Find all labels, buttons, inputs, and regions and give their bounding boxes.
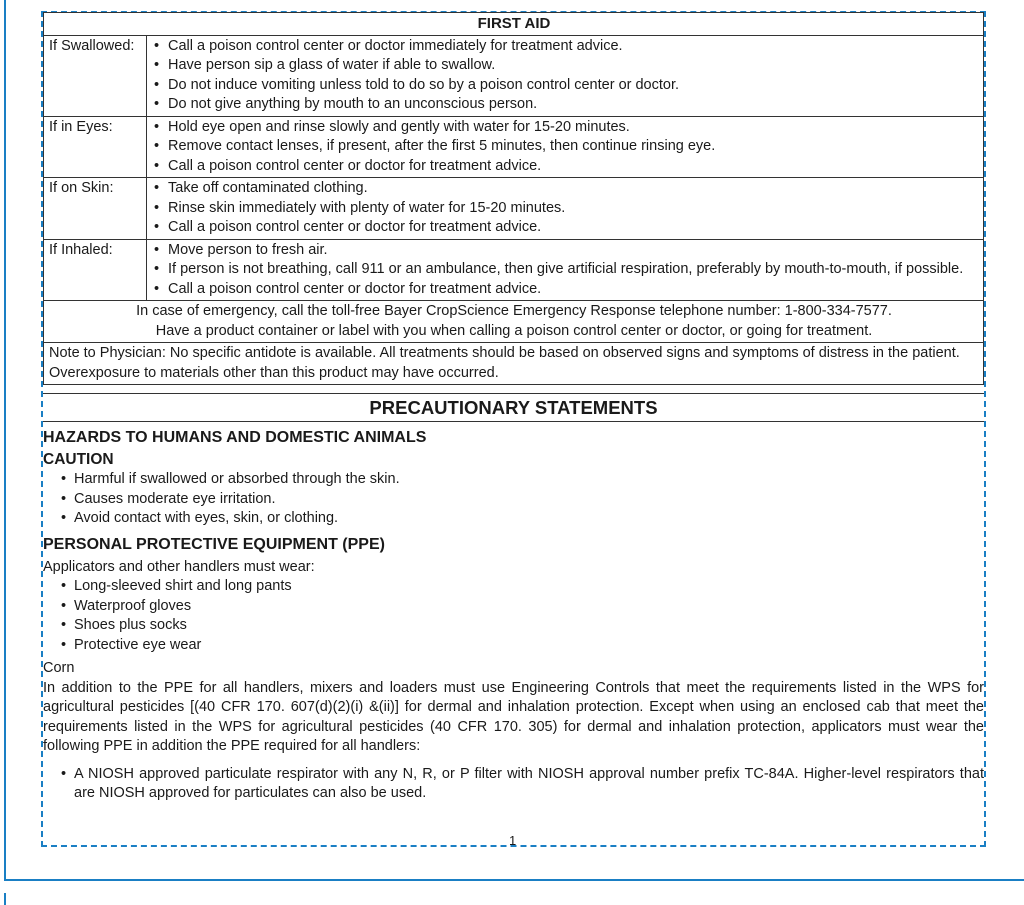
first-aid-label: If Swallowed: bbox=[44, 35, 147, 116]
physician-line: Overexposure to materials other than this product may have occurred. bbox=[49, 364, 499, 381]
first-aid-item: • Call a poison control center or doctor for treatment advice. bbox=[152, 157, 979, 177]
caution-item: • Harmful if swallowed or absorbed through the skin. bbox=[61, 470, 984, 490]
first-aid-row-swallowed bbox=[44, 35, 984, 116]
first-aid-row-inhaled bbox=[44, 239, 984, 301]
ppe-item: • Long-sleeved shirt and long pants bbox=[61, 577, 984, 597]
page-border-left bbox=[4, 0, 6, 880]
first-aid-table bbox=[43, 12, 984, 385]
ppe-heading: PERSONAL PROTECTIVE EQUIPMENT (PPE) bbox=[43, 535, 385, 553]
corn-paragraph: In addition to the PPE for all handlers, mixers and loaders must use Engineering Controls that meet the requirements listed in the WPS for agricultural pesticides [(40 CFR 170. 607(d)(2)(i) &(ii)] for dermal and inhalation protection. Except when using an enclosed cab that meet the requirements listed in the WPS for agricultural pesticides (40 CFR 170. 305) for dermal and inhalation protection, applicators must wear the following PPE in addition the PPE required for all handlers: bbox=[43, 679, 984, 754]
first-aid-item: • Call a poison control center or doctor immediately for treatment advice. bbox=[152, 37, 979, 57]
respirator-item: • A NIOSH approved particulate respirator with any N, R, or P filter with NIOSH approval number prefix TC-84A. Higher-level respirators that are NIOSH approved for particulates can also be used. bbox=[61, 765, 984, 804]
first-aid-instructions bbox=[147, 35, 984, 116]
ppe-item: • Waterproof gloves bbox=[61, 597, 984, 617]
first-aid-title: FIRST AID bbox=[44, 13, 984, 36]
first-aid-item: • Call a poison control center or doctor for treatment advice. bbox=[152, 280, 979, 300]
first-aid-item: • Do not give anything by mouth to an unconscious person. bbox=[152, 95, 979, 115]
label-content bbox=[43, 12, 984, 804]
first-aid-item: • Remove contact lenses, if present, after the first 5 minutes, then continue rinsing eye. bbox=[152, 137, 979, 157]
first-aid-item: • If person is not breathing, call 911 or an ambulance, then give artificial respiration, preferably by mouth-to-mouth, if possible. bbox=[152, 260, 979, 280]
ppe-item: • Protective eye wear bbox=[61, 636, 984, 656]
ppe-intro: Applicators and other handlers must wear: bbox=[43, 558, 315, 575]
caution-item: • Causes moderate eye irritation. bbox=[61, 490, 984, 510]
first-aid-item: • Call a poison control center or doctor for treatment advice. bbox=[152, 218, 979, 238]
first-aid-item: • Move person to fresh air. bbox=[152, 241, 979, 261]
caution-item: • Avoid contact with eyes, skin, or clothing. bbox=[61, 509, 984, 529]
caution-heading: CAUTION bbox=[43, 451, 114, 468]
first-aid-item: • Do not induce vomiting unless told to do so by a poison control center or doctor. bbox=[152, 76, 979, 96]
first-aid-label: If Inhaled: bbox=[44, 239, 147, 301]
first-aid-item: • Have person sip a glass of water if able to swallow. bbox=[152, 56, 979, 76]
caution-list bbox=[43, 470, 984, 529]
corn-heading: Corn bbox=[43, 660, 75, 676]
first-aid-item: • Hold eye open and rinse slowly and gently with water for 15-20 minutes. bbox=[152, 118, 979, 138]
first-aid-row-eyes bbox=[44, 116, 984, 178]
precautionary-title: PRECAUTIONARY STATEMENTS bbox=[43, 394, 984, 422]
ppe-list bbox=[43, 577, 984, 655]
page-border-bottom bbox=[4, 879, 1024, 881]
emergency-line: Have a product container or label with you when calling a poison control center or doctor, or going for treatment. bbox=[155, 322, 873, 339]
first-aid-item: • Rinse skin immediately with plenty of water for 15-20 minutes. bbox=[152, 199, 979, 219]
first-aid-row-skin bbox=[44, 178, 984, 240]
first-aid-instructions bbox=[147, 116, 984, 178]
note-to-physician bbox=[44, 343, 984, 385]
first-aid-instructions bbox=[147, 178, 984, 240]
section-divider bbox=[43, 385, 984, 394]
first-aid-label: If on Skin: bbox=[44, 178, 147, 240]
page-number: 1 bbox=[509, 833, 517, 848]
respirator-list bbox=[43, 765, 984, 804]
physician-line: Note to Physician: No specific antidote is available. All treatments should be based on observed signs and symptoms of distress in the patient. bbox=[49, 345, 960, 361]
ppe-item: • Shoes plus socks bbox=[61, 616, 984, 636]
page-border-tick bbox=[4, 893, 6, 905]
emergency-line: In case of emergency, call the toll-free Bayer CropScience Emergency Response telephone number: 1-800-334-7577. bbox=[136, 303, 892, 319]
first-aid-item: • Take off contaminated clothing. bbox=[152, 179, 979, 199]
first-aid-instructions bbox=[147, 239, 984, 301]
hazards-heading: HAZARDS TO HUMANS AND DOMESTIC ANIMALS bbox=[43, 429, 427, 446]
first-aid-label: If in Eyes: bbox=[44, 116, 147, 178]
emergency-contact bbox=[44, 301, 984, 343]
